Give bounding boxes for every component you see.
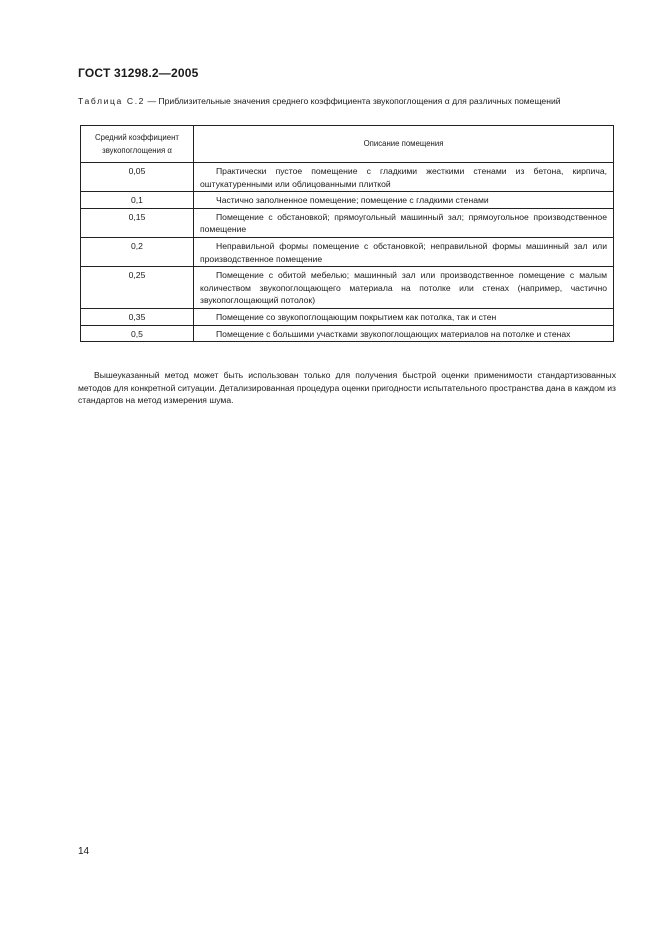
body-paragraph: Вышеуказанный метод может быть использован только для получения быстрой оценки применимости стандартизованных методов для конкретной ситуации. Детализированная процедура оценки пригодности испытательного пространства дана в каждом из стандартов на метод измерения шума. [78, 370, 616, 406]
coefficient-value: 0,35 [81, 308, 194, 325]
table-caption-label: Таблица С.2 [78, 96, 146, 106]
room-description: Помещение со звукопоглощающим покрытием как потолка, так и стен [194, 308, 614, 325]
room-description: Помещение с обстановкой; прямоугольный машинный зал; прямоугольное производственное помещение [194, 208, 614, 237]
table-caption-text: — Приблизительные значения среднего коэффициента звукопоглощения α для различных помещений [145, 96, 561, 106]
room-description: Практически пустое помещение с гладкими жесткими стенами из бетона, кирпича, оштукатуренными или облицованными плиткой [194, 163, 614, 192]
room-description: Помещение с обитой мебелью; машинный зал или производственное помещение с малым количеством звукопоглощающего материала на потолке или стенах (например, частично звукопоглощающий потолок) [194, 267, 614, 309]
table-row [81, 192, 614, 209]
coefficient-value: 0,5 [81, 325, 194, 342]
coefficient-value: 0,15 [81, 208, 194, 237]
table-caption [78, 95, 618, 108]
column-header-coefficient: Средний коэффициент звукопоглощения α [81, 126, 194, 163]
table-row [81, 267, 614, 309]
table-row [81, 237, 614, 266]
room-description: Частично заполненное помещение; помещение с гладкими стенами [194, 192, 614, 209]
coefficient-value: 0,05 [81, 163, 194, 192]
document-header: ГОСТ 31298.2—2005 [78, 66, 199, 80]
page-number: 14 [78, 846, 90, 857]
column-header-description: Описание помещения [194, 126, 614, 163]
absorption-table [80, 125, 614, 342]
room-description: Неправильной формы помещение с обстановкой; неправильной формы машинный зал или производственное помещение [194, 237, 614, 266]
coefficient-value: 0,1 [81, 192, 194, 209]
table-header-row [81, 126, 614, 163]
coefficient-value: 0,25 [81, 267, 194, 309]
coefficient-value: 0,2 [81, 237, 194, 266]
table-row [81, 308, 614, 325]
room-description: Помещение с большими участками звукопоглощающих материалов на потолке и стенах [194, 325, 614, 342]
table-row [81, 208, 614, 237]
table-row [81, 163, 614, 192]
table-row [81, 325, 614, 342]
